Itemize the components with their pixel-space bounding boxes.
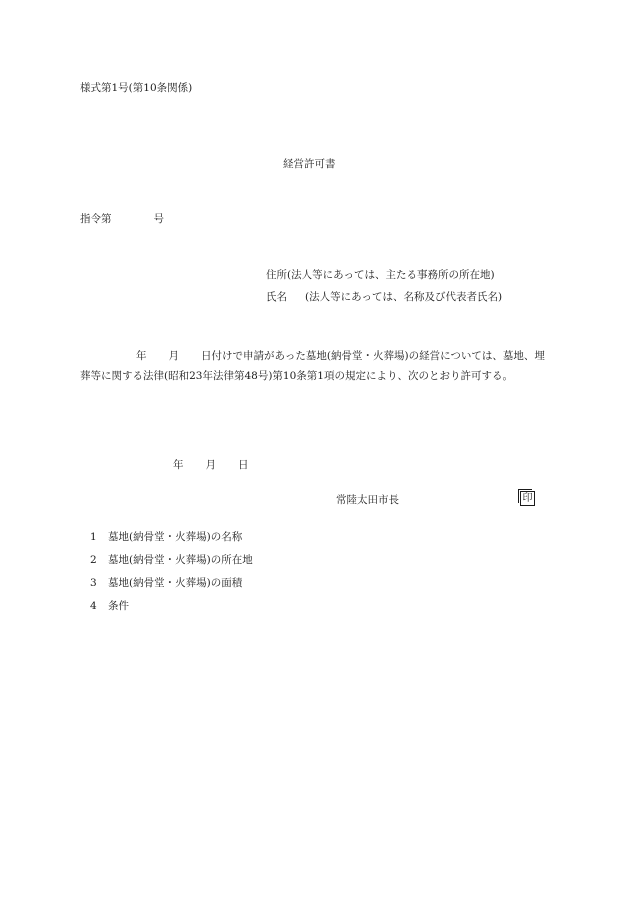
list-item xyxy=(90,599,253,622)
item-number: 2 xyxy=(90,554,97,566)
form-number-label: 様式第1号(第10条関係) xyxy=(80,82,193,94)
recipient-address-label: 住所(法人等にあっては、主たる事務所の所在地) xyxy=(266,269,495,281)
item-number: 3 xyxy=(90,577,97,589)
issue-month: 月 xyxy=(205,459,216,471)
issuer-name: 常陸太田市長 xyxy=(336,494,399,506)
recipient-name-note: (法人等にあっては、名称及び代表者氏名) xyxy=(305,291,503,303)
issue-day: 日 xyxy=(238,459,249,471)
list-item xyxy=(90,553,253,576)
item-text: 条件 xyxy=(108,600,129,612)
item-text: 墓地(納骨堂・火葬場)の所在地 xyxy=(108,554,253,566)
designation-number xyxy=(80,212,164,226)
body-year: 年 xyxy=(136,350,147,362)
issue-date-line xyxy=(173,458,249,472)
issue-year: 年 xyxy=(173,459,184,471)
seal-mark: 印 xyxy=(520,491,535,506)
item-text: 墓地(納骨堂・火葬場)の名称 xyxy=(108,531,243,543)
permission-body-text xyxy=(80,346,555,386)
list-item xyxy=(90,576,253,599)
list-item xyxy=(90,530,253,553)
body-month: 月 xyxy=(168,350,179,362)
item-number: 4 xyxy=(90,600,97,612)
recipient-name-label: 氏名 xyxy=(266,291,287,303)
item-text: 墓地(納骨堂・火葬場)の面積 xyxy=(108,577,243,589)
body-paragraph: 日付けで申請があった墓地(納骨堂・火葬場)の経営については、墓地、埋葬等に関する法律(昭和23年法律第48号)第10条第1項の規定により、次のとおり許可する。 xyxy=(80,350,545,382)
item-list xyxy=(90,530,253,622)
item-number: 1 xyxy=(90,531,97,543)
recipient-name-line xyxy=(266,290,502,304)
designation-prefix: 指令第 xyxy=(80,213,112,225)
designation-suffix: 号 xyxy=(153,213,164,225)
document-title: 経営許可書 xyxy=(283,158,336,170)
